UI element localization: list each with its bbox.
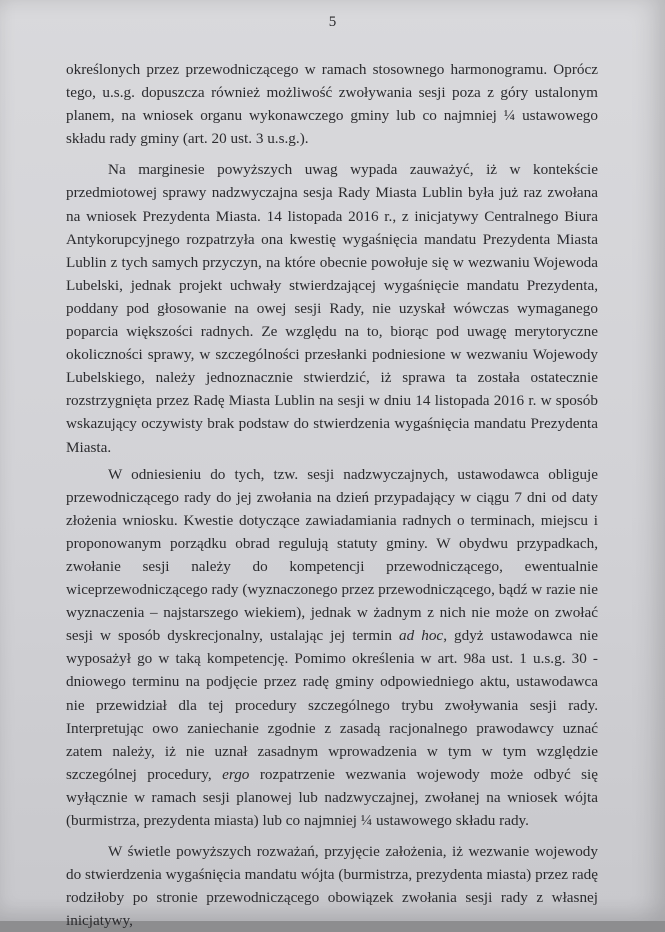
paragraph [66, 840, 598, 932]
text-segment: , gdyż ustawodawca nie wyposażył go w taką kompetencję. Pomimo określenia w art. 98a ust. 1 u.s.g. 30 - dniowego terminu na podjęcie przez radę gminy odpowiedniego aktu, ustawodawca nie przewidział dla tej procedury szczególnego trybu zwoływania sesji rady. Interpretując owo zaniechanie zgodnie z zasadą racjonalnego prawodawcy uznać zatem należy, iż nie uznał zasadnym wprowadzenia w tym w tym względzie szczególnej procedury, [66, 627, 598, 783]
paragraph [66, 463, 598, 833]
italic-term: ergo [222, 765, 250, 783]
body-text [66, 58, 598, 932]
paragraph [66, 58, 598, 150]
paragraph [66, 158, 598, 458]
text-segment: W świetle powyższych rozważań, przyjęcie założenia, iż wezwanie wojewody do stwierdzenia wygaśnięcia mandatu wójta (burmistrza, prezydenta miasta) przez radę rodziłoby po stronie przewodniczącego obowiązek zwołania sesji rady z własnej inicjatywy, [66, 843, 598, 930]
text-segment: Na marginesie powyższych uwag wypada zauważyć, iż w kontekście przedmiotowej sprawy nadzwyczajna sesja Rady Miasta Lublin była już raz zwołana na wniosek Prezydenta Miasta. 14 listopada 2016 r., z inicjatywy Centralnego Biura Antykorupcyjnego rozpatrzyła ona kwestię wygaśnięcia mandatu Prezydenta Miasta Lublin z tych samych przyczyn, na które obecnie powołuje się w wezwaniu Wojewoda Lubelski, jednak projekt uchwały stwierdzającej wygaśnięcie mandatu Prezydenta, poddany pod głosowanie na owej sesji Rady, nie uzyskał wówczas wymaganego poparcia większości radnych. Ze względu na to, biorąc pod uwagę merytoryczne okoliczności sprawy, w szczególności przesłanki podniesione w wezwaniu Wojewody Lubelskiego, należy jednoznacznie stwierdzić, iż sprawa ta została ostatecznie rozstrzygnięta przez Radę Miasta Lublin na sesji w dniu 14 listopada 2016 r. w sposób wskazujący oczywisty brak podstaw do stwierdzenia wygaśnięcia mandatu Prezydenta Miasta. [66, 161, 598, 456]
page-number: 5 [328, 14, 337, 30]
italic-term: ad hoc [399, 627, 444, 645]
text-segment: W odniesieniu do tych, tzw. sesji nadzwyczajnych, ustawodawca obliguje przewodniczącego rady do jej zwołania na dzień przypadający w ciągu 7 dni od daty złożenia wniosku. Kwestie dotyczące zawiadamiania radnych o terminach, miejscu i proponowanym porządku obrad regulują statuty gminy. W obydwu przypadkach, zwołanie sesji należy do kompetencji przewodniczącego, ewentualnie wiceprzewodniczącego rady (wyznaczonego przez przewodniczącego, bądź w razie nie wyznaczenia – najstarszego wiekiem), jednak w żadnym z nich nie może on zwołać sesji w sposób dyskrecjonalny, ustalając jej termin [66, 465, 598, 645]
text-segment: rozpatrzenie wezwania wojewody może odbyć się wyłącznie w ramach sesji planowej lub nadzwyczajnej, zwołanej na wniosek wójta (burmistrza, prezydenta miasta) lub co najmniej ¼ ustawowego składu rady. [66, 765, 599, 829]
text-segment: określonych przez przewodniczącego w ramach stosownego harmonogramu. Oprócz tego, u.s.g. dopuszcza również możliwość zwoływania sesji poza z góry ustalonym planem, na wniosek organu wykonawczego gminy lub co najmniej ¼ ustawowego składu rady gminy (art. 20 ust. 3 u.s.g.). [66, 61, 598, 148]
